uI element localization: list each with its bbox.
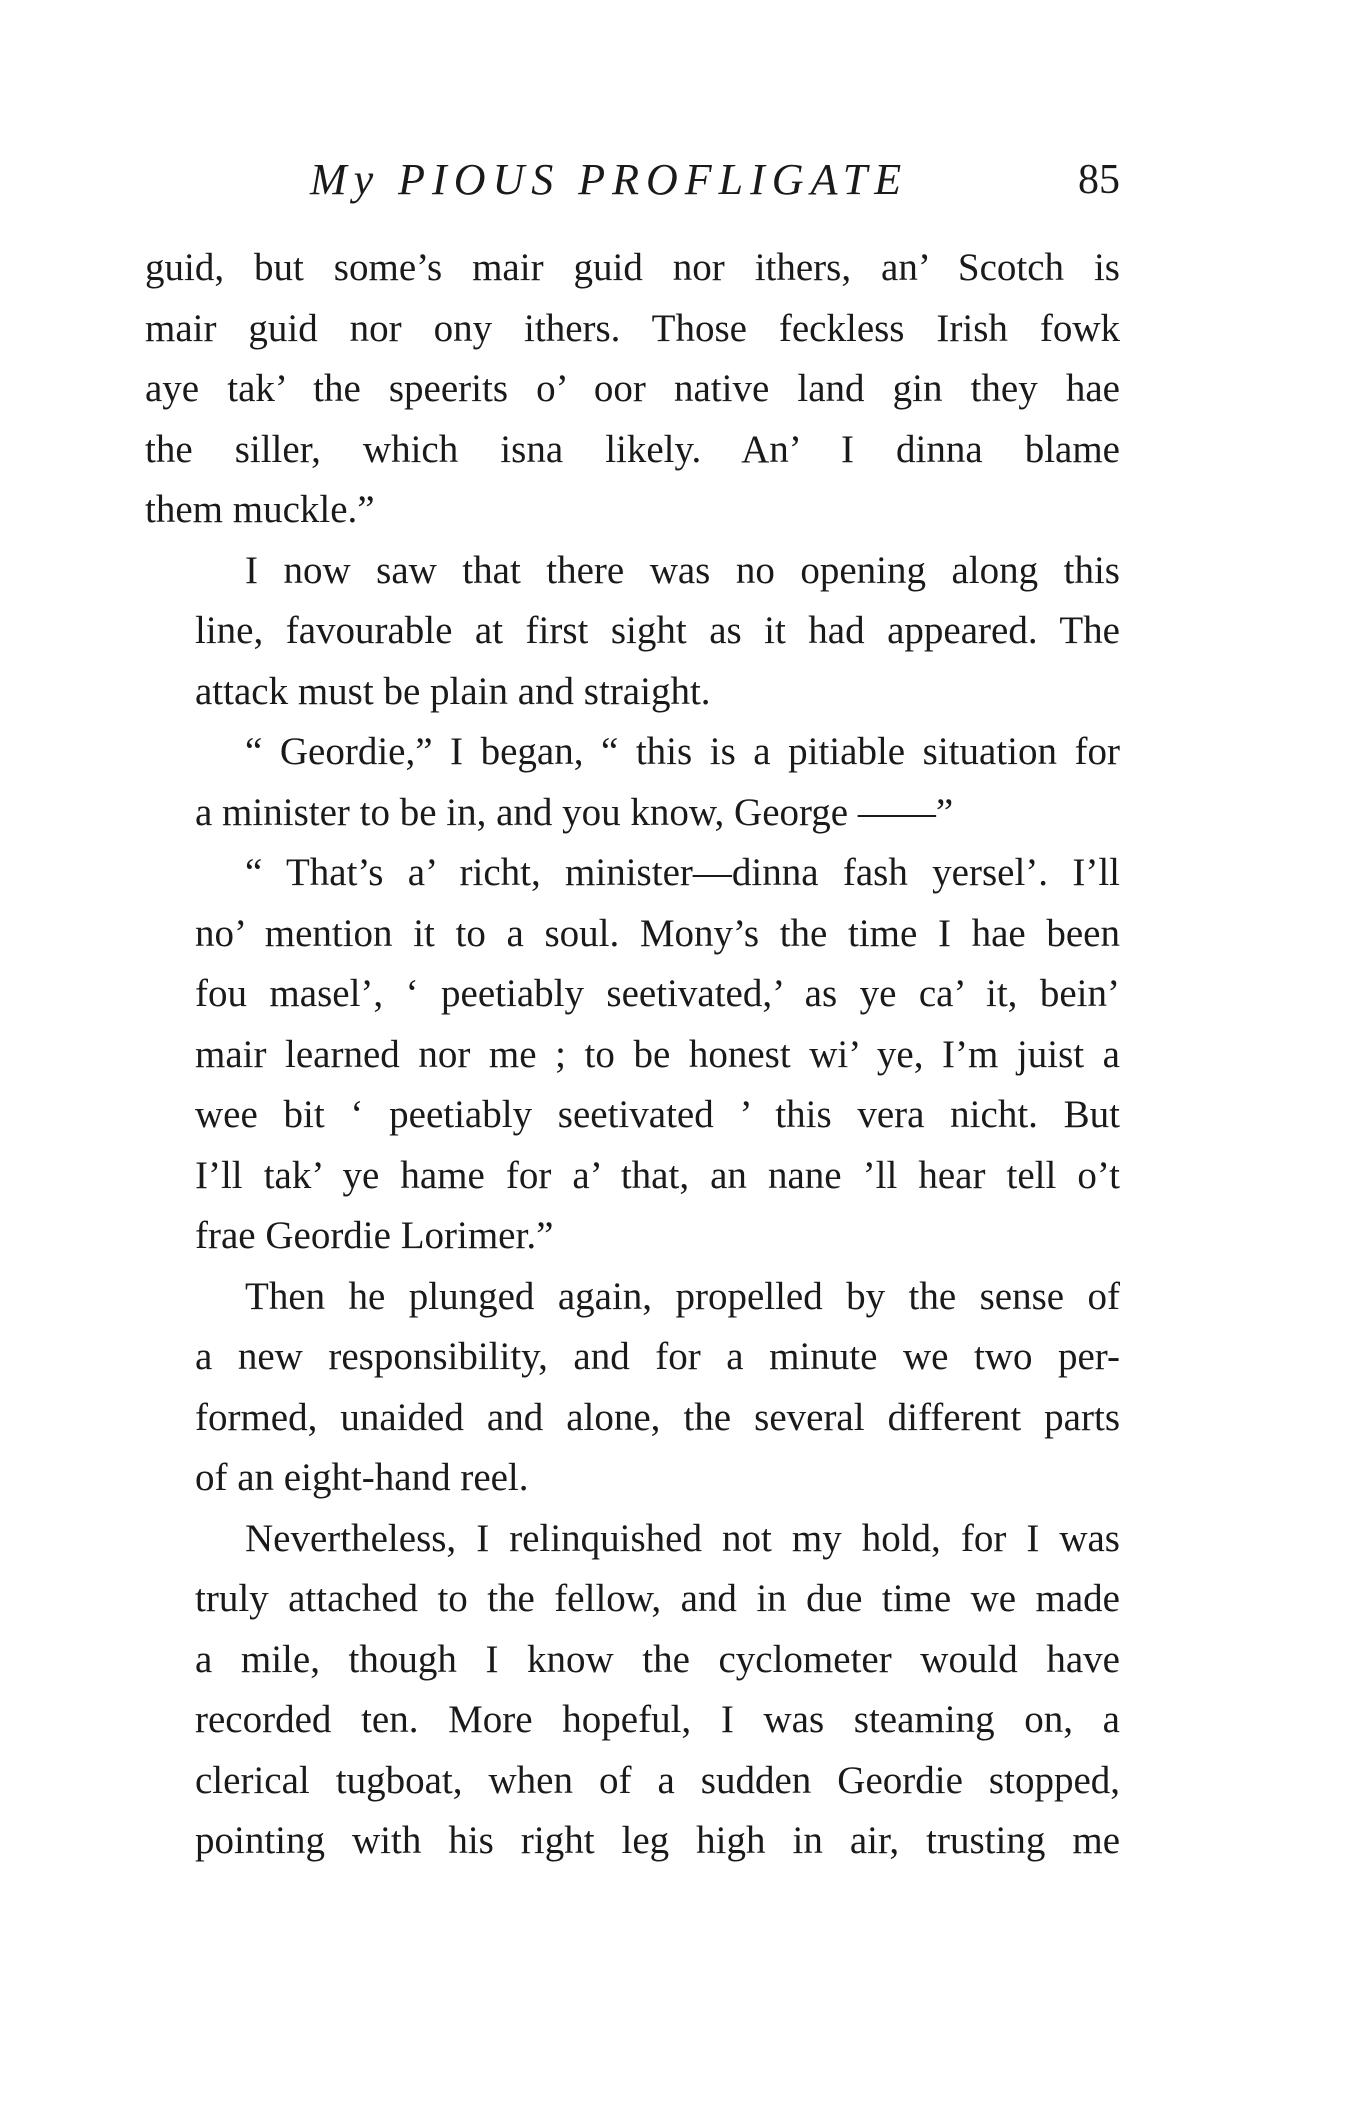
- text-line: of an eight-hand reel.: [195, 1456, 529, 1499]
- text-line: recorded ten. More hopeful, I was steaming on, a: [195, 1698, 1120, 1741]
- text-line: them muckle.”: [145, 488, 375, 531]
- text-line: the siller, which isna likely. An’ I dinna blame: [145, 427, 1120, 471]
- text-line: Nevertheless, I relinquished not my hold, for I was: [245, 1516, 1120, 1560]
- text-line: clerical tugboat, when of a sudden Geordie stopped,: [195, 1758, 1120, 1802]
- text-line: guid, but some’s mair guid nor ithers, an’ Scotch is: [145, 246, 1120, 289]
- text-line: no’ mention it to a soul. Mony’s the time I hae been: [195, 911, 1120, 955]
- text-line: “ Geordie,” I began, “ this is a pitiable situation for: [245, 730, 1120, 773]
- text-line: formed, unaided and alone, the several different parts: [195, 1395, 1120, 1439]
- paragraph: [145, 238, 1120, 541]
- text-line: pointing with his right leg high in air, trusting me: [195, 1819, 1120, 1862]
- text-line: I’ll tak’ ye hame for a’ that, an nane ’ll hear tell o’t: [195, 1153, 1120, 1197]
- text-line: wee bit ‘ peetiably seetivated ’ this vera nicht. But: [195, 1093, 1120, 1136]
- paragraph: [145, 722, 1120, 843]
- text-line: a minister to be in, and you know, George ——”: [195, 790, 954, 834]
- text-line: I now saw that there was no opening along this: [245, 548, 1120, 592]
- text-line: frae Geordie Lorimer.”: [195, 1214, 554, 1257]
- paragraph: [145, 843, 1120, 1267]
- text-line: truly attached to the fellow, and in due time we made: [195, 1577, 1120, 1620]
- text-line: fou masel’, ‘ peetiably seetivated,’ as ye ca’ it, bein’: [195, 972, 1120, 1015]
- paragraph: [145, 1267, 1120, 1509]
- paragraph: [145, 1509, 1120, 1872]
- text-line: mair learned nor me ; to be honest wi’ ye, I’m juist a: [195, 1032, 1120, 1076]
- running-title: My PIOUS PROFLIGATE: [310, 155, 909, 204]
- running-head: [145, 150, 1120, 210]
- text-line: mair guid nor ony ithers. Those feckless Irish fowk: [145, 306, 1120, 350]
- text-line: aye tak’ the speerits o’ oor native land gin they hae: [145, 367, 1120, 410]
- text-line: a mile, though I know the cyclometer would have: [195, 1637, 1120, 1681]
- text-line: attack must be plain and straight.: [195, 669, 711, 713]
- text-line: line, favourable at first sight as it had appeared. The: [195, 609, 1120, 652]
- text-line: “ That’s a’ richt, minister—dinna fash yersel’. I’ll: [245, 851, 1120, 894]
- paragraph: [145, 541, 1120, 723]
- text-line: a new responsibility, and for a minute we two per-: [195, 1335, 1120, 1378]
- text-line: Then he plunged again, propelled by the sense of: [245, 1274, 1120, 1318]
- body-text: [145, 238, 1120, 1872]
- page-number: 85: [1078, 157, 1120, 203]
